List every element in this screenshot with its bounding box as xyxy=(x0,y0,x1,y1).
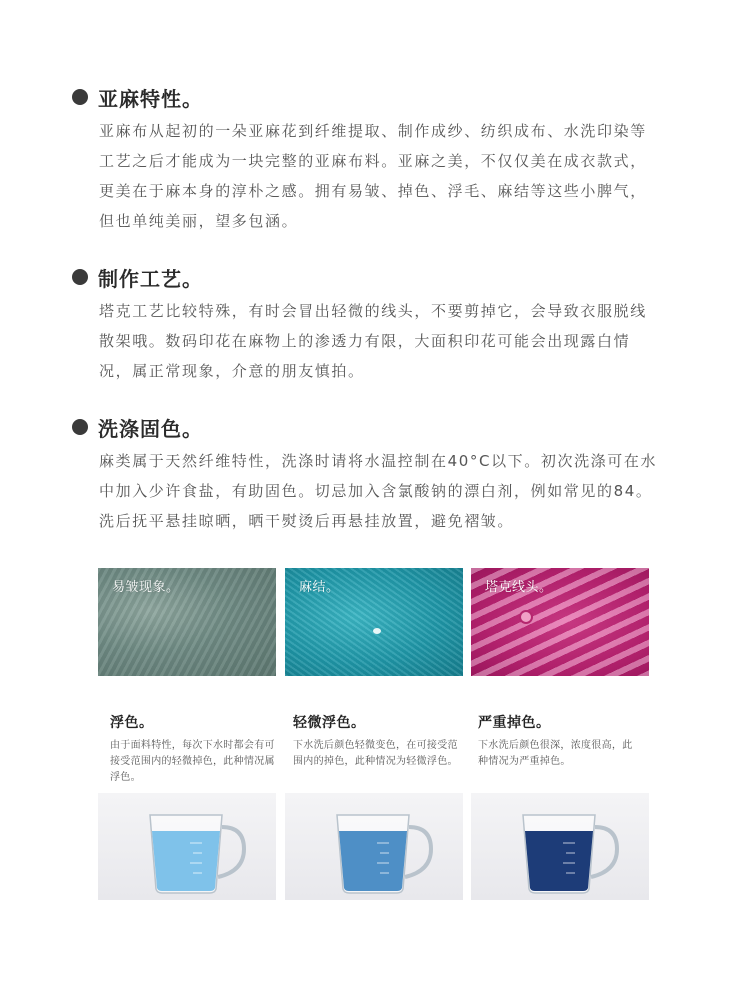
section-title: 制作工艺。 xyxy=(98,266,203,291)
fade-desc: 由于面料特性，每次下水时都会有可接受范围内的轻微掉色，此种情况属浮色。 xyxy=(110,740,275,783)
photo-tuck-thread xyxy=(471,568,649,676)
photo-wrinkle xyxy=(98,568,276,676)
beaker-icon xyxy=(98,793,276,900)
photo-knot xyxy=(285,568,463,676)
beaker-image-dark xyxy=(471,793,649,900)
beaker-icon xyxy=(471,793,649,900)
section-body: 麻类属于天然纤维特性，洗涤时请将水温控制在40°C以下。初次洗涤可在水中加入少许食盐，有助固色。切忌加入含氯酸钠的漂白剂，例如常见的84。洗后抚平悬挂晾晒，晒干熨烫后再悬挂放置，避免褶皱。 xyxy=(99,452,658,530)
beaker-image-light xyxy=(98,793,276,900)
bullet-icon xyxy=(72,419,88,435)
bullet-icon xyxy=(72,269,88,285)
fade-title: 轻微浮色。 xyxy=(293,715,366,731)
section-header xyxy=(72,82,672,112)
button-icon xyxy=(519,610,533,624)
section-header xyxy=(72,412,672,442)
beaker-icon xyxy=(285,793,463,900)
fade-item-severe xyxy=(478,712,638,770)
fade-desc: 下水洗后颜色轻微变色，在可接受范围内的掉色，此种情况为轻微浮色。 xyxy=(293,740,458,767)
beaker-image-medium xyxy=(285,793,463,900)
section-title: 洗涤固色。 xyxy=(98,416,203,441)
fade-title: 浮色。 xyxy=(110,715,154,731)
bullet-icon xyxy=(72,89,88,105)
section-body: 塔克工艺比较特殊，有时会冒出轻微的线头，不要剪掉它，会导致衣服脱线散架哦。数码印花在麻物上的渗透力有限，大面积印花可能会出现露白情况，属正常现象，介意的朋友慎拍。 xyxy=(99,302,647,380)
section-header xyxy=(72,262,672,292)
section-linen-properties xyxy=(72,82,672,236)
section-title: 亚麻特性。 xyxy=(98,86,203,111)
fade-title: 严重掉色。 xyxy=(478,715,551,731)
photo-caption: 麻结。 xyxy=(299,580,340,595)
section-body: 亚麻布从起初的一朵亚麻花到纤维提取、制作成纱、纺织成布、水洗印染等工艺之后才能成为一块完整的亚麻布料。亚麻之美，不仅仅美在成衣款式，更美在于麻本身的淳朴之感。拥有易皱、掉色、浮毛、麻结等这些小脾气，但也单纯美丽，望多包涵。 xyxy=(99,122,647,230)
section-washing xyxy=(72,412,672,536)
knot-mark xyxy=(373,628,381,634)
section-craftsmanship xyxy=(72,262,672,386)
fade-item-floating xyxy=(110,712,275,786)
photo-caption: 易皱现象。 xyxy=(112,580,180,595)
fade-item-slight xyxy=(293,712,458,770)
fade-desc: 下水洗后颜色很深，浓度很高，此种情况为严重掉色。 xyxy=(478,740,633,767)
photo-caption: 塔克线头。 xyxy=(485,580,553,595)
